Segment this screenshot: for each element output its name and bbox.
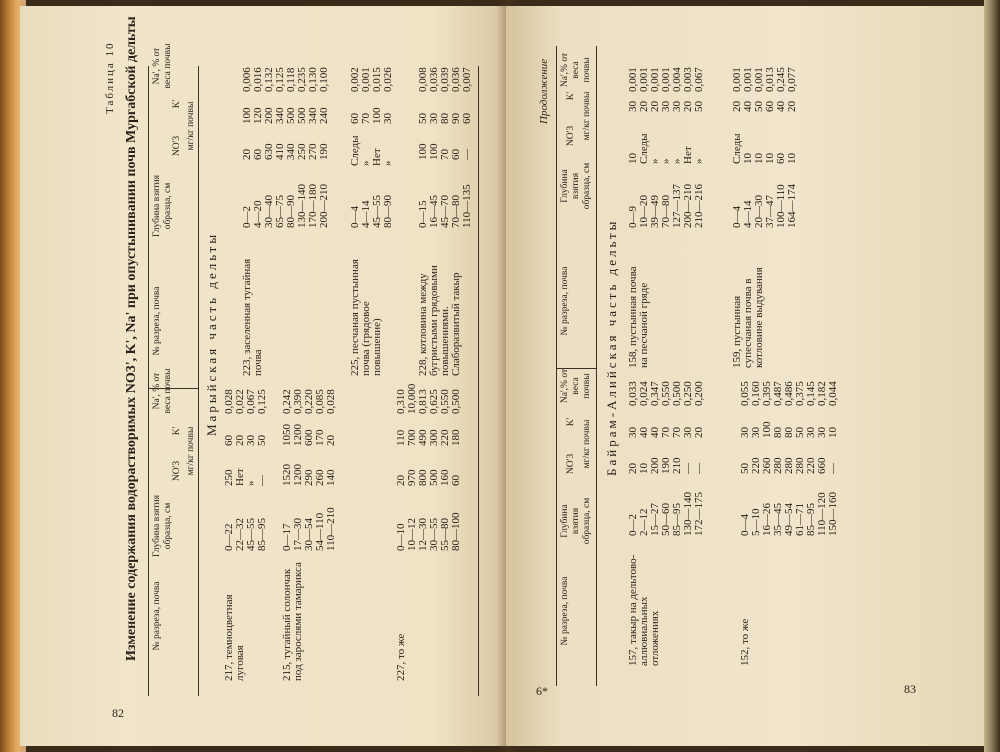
no3-215: 1520 1200 290 260 140 xyxy=(281,464,337,486)
depth-228: 0—15 16—45 45—70 70—80 110—135 xyxy=(417,184,473,228)
continued-label: Продолжение xyxy=(538,58,550,124)
section-mary: Марыйская часть дельты xyxy=(204,231,219,436)
r-header-k-b: K' xyxy=(566,91,576,101)
k-228: 50 30 80 90 60 xyxy=(417,113,473,124)
right-page-number: 83 xyxy=(904,682,916,696)
r-header-no3-a: NO'3 xyxy=(566,453,576,475)
r-header-na-a: Na',% от веса почвы xyxy=(560,368,592,404)
na-225: 0,002 0,001 0,015 0,026 xyxy=(349,67,394,92)
profile-215: 215, тугайный солончак под зарослями тамарикса xyxy=(281,562,304,681)
signature-mark: 6* xyxy=(536,684,548,698)
no3-159: Следы 10 10 10 60 10 xyxy=(731,133,798,164)
profile-158: 158, пустынная почва на песчаной гряде xyxy=(627,266,650,368)
header-units-b: мг/кг почвы xyxy=(186,101,196,151)
r-header-no3-b: NO'3 xyxy=(566,125,576,147)
header-profile-b: № разреза, почва xyxy=(152,286,162,356)
depth-152: 0—4 5—10 16—26 35—45 49—54 61—71 85—95 110—120 150—160 xyxy=(739,492,839,536)
table-caption: Таблица 10 xyxy=(104,41,116,114)
na-223: 0,006 0,016 0,132 0,125 0,118 0,235 0,130 0,100 xyxy=(241,67,330,92)
na-228: 0,008 0,036 0,039 0,036 0,007 xyxy=(417,67,473,92)
header-na-a: Na', % от веса почвы xyxy=(152,368,173,414)
depth-217: 0—22 22—32 45—55 85—95 xyxy=(223,518,268,551)
k-227: 110 700 490 300 220 180 xyxy=(395,429,462,446)
depth-223: 0—2 4—20 30—40 65—75 80—90 130—140 170—180 200—210 xyxy=(241,184,330,228)
r-header-profile-b: № разреза, почва xyxy=(560,266,570,336)
header-depth-b: Глубина взятия образца, см xyxy=(152,175,173,237)
table-rule-bottom xyxy=(478,66,479,696)
profile-228: 228, котловина между бугристыми грядовыми повышениями. Слаборазвитый такыр xyxy=(417,265,462,376)
depth-159: 0—4 4—14 20—30 37—47 100—110 164—174 xyxy=(731,184,798,228)
depth-215: 0—17 17—30 30—54 54—110 110—210 xyxy=(281,507,337,551)
na-152: 0,055 0,160 0,395 0,487 0,486 0,375 0,145 0,182 0,044 xyxy=(739,381,839,406)
left-page xyxy=(20,6,506,746)
no3-227: 20 970 800 500 160 60 xyxy=(395,469,462,486)
header-na-b: Na', % от веса почвы xyxy=(152,43,173,89)
profile-157: 157, такыр на дельтово-аллювиальных отложениях xyxy=(627,554,661,666)
no3-228: 100 100 70 60 — xyxy=(417,143,473,160)
table-rule-top xyxy=(148,66,149,696)
k-152: 30 30 100 80 80 50 30 30 10 xyxy=(739,421,839,438)
header-profile-a: № разреза, почва xyxy=(152,581,162,651)
profile-217: 217, темноцветная луговая xyxy=(223,594,246,681)
header-k-a: K' xyxy=(172,426,182,436)
profile-159: 159, пустынная супесчаная почва в котловине выдувания xyxy=(731,267,765,368)
na-158: 0,001 0,001 0,001 0,001 0,004 0,003 0,067 xyxy=(627,67,705,92)
header-no3-a: NO'3 xyxy=(172,460,182,482)
no3-223: 20 60 630 410 340 250 270 190 xyxy=(241,143,330,160)
no3-152: 50 220 260 280 280 280 220 660 — xyxy=(739,457,839,474)
r-header-k-a: K' xyxy=(566,417,576,427)
k-223: 100 120 200 340 500 500 340 240 xyxy=(241,107,330,124)
r-header-units-b: мг/кг почвы xyxy=(582,91,592,141)
k-217: 60 20 30 50 xyxy=(223,435,268,446)
table-title: Изменение содержания водорастворимых NO3', K', Na' при опустынивании почв Мургабской дельты xyxy=(124,16,139,661)
k-159: 20 40 50 60 40 20 xyxy=(731,101,798,112)
na-159: 0,001 0,001 0,001 0,013 0,245 0,077 xyxy=(731,67,798,92)
no3-225: Следы » Нет » xyxy=(349,135,394,166)
na-157: 0,033 0,024 0,347 0,550 0,500 0,250 0,200 xyxy=(627,381,705,406)
r-header-na-b: Na',% от веса почвы xyxy=(560,52,592,88)
na-227: 0,310 10,000 0,813 0,625 0,550 0,500 xyxy=(395,383,462,414)
depth-158: 0—9 10—20 39—49 70—80 127—137 200—210 210—216 xyxy=(627,184,705,228)
k-225: 60 70 100 30 xyxy=(349,107,394,124)
r-header-depth-b: Глубина взятия образца, см xyxy=(560,162,592,210)
no3-158: 10 Следы » » » Нет » xyxy=(627,133,705,164)
depth-157: 0—2 2—12 15—27 50—60 85—95 130—140 172—175 xyxy=(627,492,705,536)
table-rule-top-right xyxy=(556,46,557,686)
r-header-profile-a: № разреза, почва xyxy=(560,576,570,646)
book-edge-right xyxy=(984,0,1000,752)
left-page-number: 82 xyxy=(112,706,124,720)
na-215: 0,242 0,390 0,220 0,085 0,028 xyxy=(281,389,337,414)
no3-157: 20 10 200 190 210 — — xyxy=(627,457,705,474)
profile-225: 225, песчаная пустынная почва (грядовое повышение) xyxy=(349,259,383,376)
section-bayram-ali: Байрам-Алийская часть дельты xyxy=(604,218,619,476)
profile-227: 227, то же xyxy=(395,633,407,681)
table-rule-header xyxy=(198,66,199,696)
k-157: 30 40 40 70 70 30 20 xyxy=(627,427,705,438)
r-header-units-a: мг/кг почвы xyxy=(582,419,592,469)
header-depth-a: Глубина взятия образца, см xyxy=(152,495,173,557)
no3-217: 250 Нет » — xyxy=(223,468,268,486)
depth-225: 0—4 4—14 45—55 80—90 xyxy=(349,195,394,228)
right-page xyxy=(506,6,984,746)
depth-227: 0—10 10—12 12—30 30—55 55—80 80—100 xyxy=(395,512,462,551)
header-no3-b: NO'3 xyxy=(172,135,182,157)
k-215: 1050 1200 600 170 20 xyxy=(281,424,337,446)
profile-223: 223, заселенная тугайная почва xyxy=(241,258,264,376)
header-k-b: K' xyxy=(172,99,182,109)
header-units-a: мг/кг почвы xyxy=(186,426,196,476)
r-header-depth-a: Глубина взятия образца, см xyxy=(560,497,592,545)
profile-152: 152, то же xyxy=(739,618,751,666)
table-rule-header-right xyxy=(596,46,597,686)
k-158: 30 20 20 30 30 20 50 xyxy=(627,101,705,112)
na-217: 0,028 0,022 0,067 0,125 xyxy=(223,389,268,414)
